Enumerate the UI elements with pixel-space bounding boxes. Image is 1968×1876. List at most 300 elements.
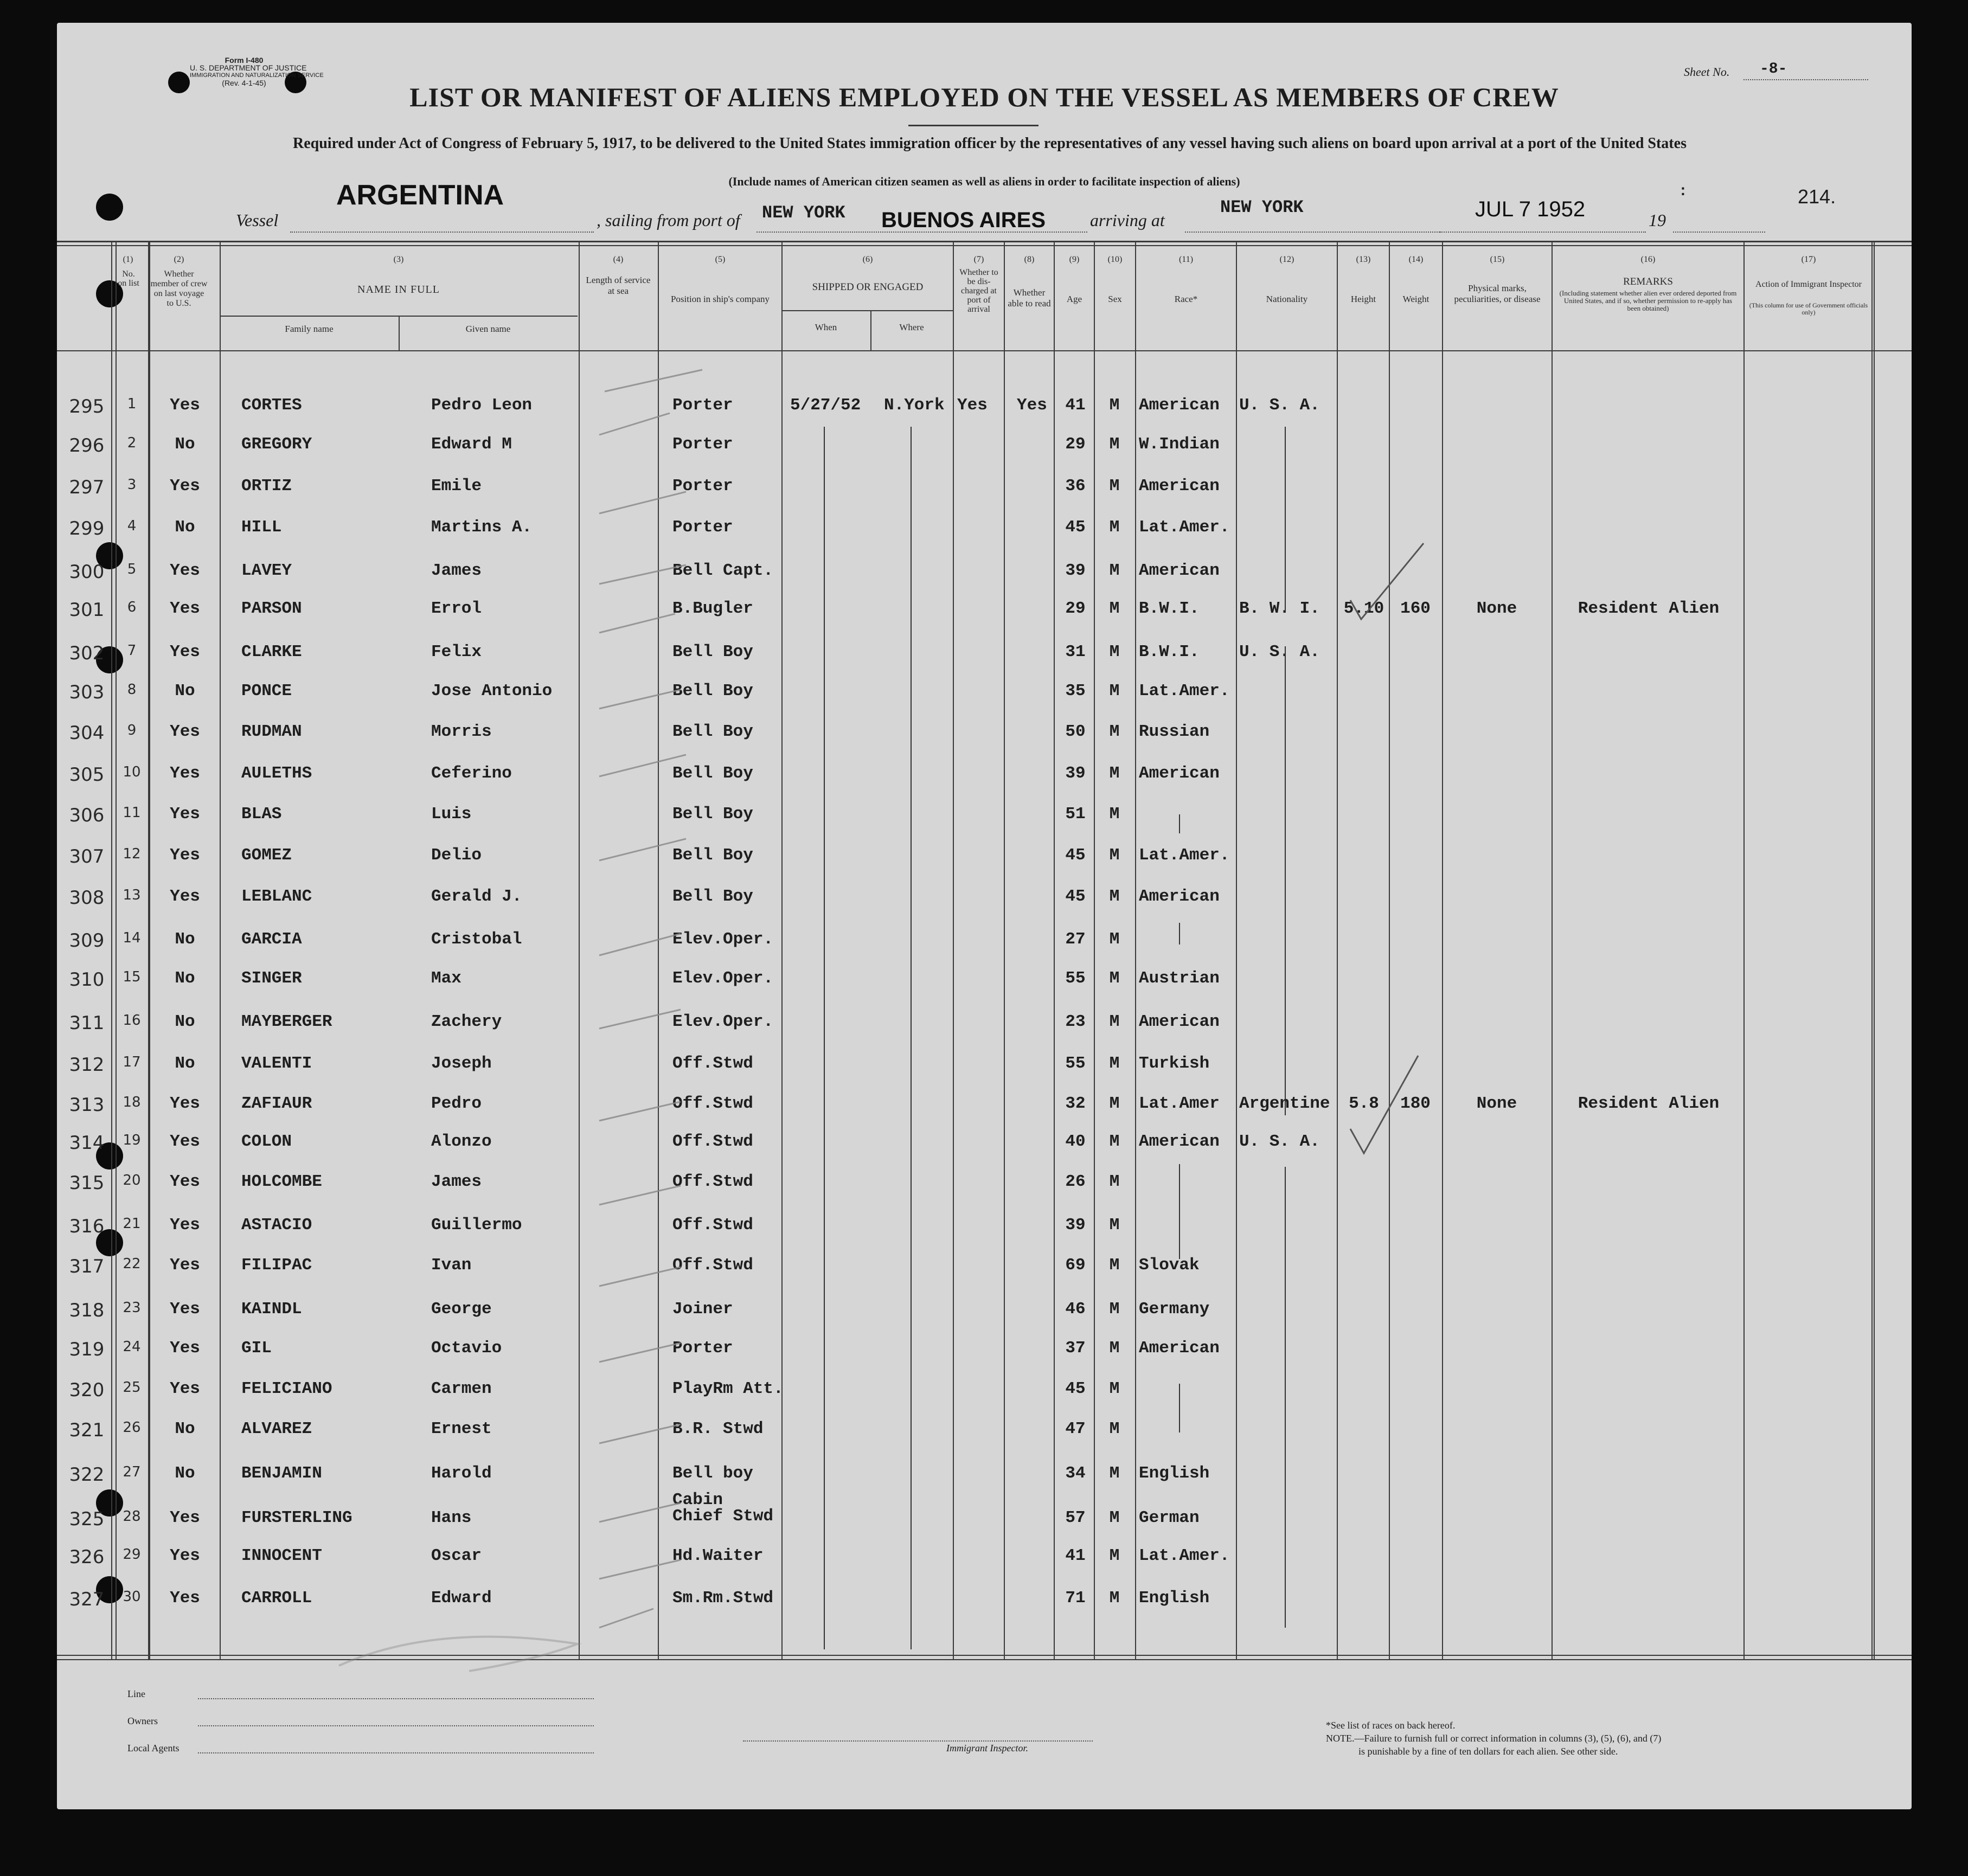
row-given-name: Cristobal (431, 930, 522, 949)
sailing-label: , sailing from port of (597, 210, 740, 230)
row-sex: M (1109, 930, 1120, 949)
row-family-name: CLARKE (241, 643, 302, 661)
sheet-no-label: Sheet No. (1684, 65, 1730, 79)
row-height: 5.10 (1343, 599, 1384, 618)
row-ref: 313 (69, 1094, 105, 1116)
row-sex: M (1109, 682, 1120, 701)
row-family-name: FELICIANO (241, 1379, 332, 1398)
row-sex: M (1109, 1300, 1120, 1319)
row-sex: M (1109, 1216, 1120, 1235)
row-family-name: ASTACIO (241, 1216, 312, 1235)
row-position: Off.Stwd (672, 1132, 753, 1151)
row-sex: M (1109, 1546, 1120, 1565)
row-prev-voyage: Yes (170, 599, 200, 618)
row-age: 45 (1065, 518, 1086, 537)
row-prev-voyage: No (175, 435, 195, 454)
row-age: 45 (1065, 1379, 1086, 1398)
row-ref: 310 (69, 969, 105, 991)
row-given-name: Ivan (431, 1256, 472, 1275)
row-given-name: Pedro Leon (431, 396, 533, 415)
row-sex: M (1109, 846, 1120, 865)
row-prev-voyage: Yes (170, 1256, 200, 1275)
row-age: 29 (1065, 599, 1086, 618)
row-sex: M (1109, 1339, 1120, 1358)
pencil-dash (599, 614, 675, 633)
col-num: (5) (715, 255, 726, 264)
row-prev-voyage: Yes (170, 1339, 200, 1358)
row-no: 3 (127, 477, 137, 493)
row-ref: 320 (69, 1379, 105, 1401)
row-weight: 160 (1400, 599, 1431, 618)
row-given-name: Ceferino (431, 764, 512, 783)
row-sex: M (1109, 396, 1120, 415)
row-family-name: ALVAREZ (241, 1419, 312, 1438)
row-given-name: Harold (431, 1464, 492, 1483)
row-prev-voyage: Yes (170, 1589, 200, 1608)
row-prev-voyage: No (175, 1464, 195, 1483)
page-number: 214. (1798, 185, 1836, 208)
footer-line-rule (198, 1698, 594, 1699)
row-no: 10 (123, 764, 141, 780)
row-given-name: Morris (431, 722, 492, 741)
row-ref: 326 (69, 1546, 105, 1568)
row-no: 30 (123, 1589, 141, 1605)
manifest-sheet (57, 23, 1912, 1809)
row-position: Bell Boy (672, 682, 753, 701)
row-position: Bell Boy (672, 722, 753, 741)
row-sex: M (1109, 1012, 1120, 1031)
row-race: Russian (1139, 722, 1210, 741)
row-race: Turkish (1139, 1054, 1210, 1073)
row-no: 23 (123, 1300, 141, 1316)
row-sex: M (1109, 1379, 1120, 1398)
footer-agents-rule (198, 1752, 594, 1753)
row-ref: 303 (69, 682, 105, 703)
row-sex: M (1109, 1132, 1120, 1151)
row-no: 5 (127, 561, 137, 577)
arriving-label: arriving at (1090, 210, 1165, 230)
row-remarks: Resident Alien (1578, 599, 1720, 618)
row-sex: M (1109, 1172, 1120, 1191)
row-family-name: VALENTI (241, 1054, 312, 1073)
row-ref: 327 (69, 1589, 105, 1610)
row-marks: None (1476, 1094, 1517, 1113)
col-num: (11) (1178, 255, 1194, 264)
form-rev: (Rev. 4-1-45) (222, 79, 266, 87)
col-header-discharged: Whether to be dis-charged at port of arrival (959, 268, 998, 314)
row-age: 34 (1065, 1464, 1086, 1483)
row-ref: 301 (69, 599, 105, 621)
row-no: 7 (127, 643, 137, 659)
row-prev-voyage: No (175, 682, 195, 701)
row-position: Bell Boy (672, 887, 753, 906)
row-given-name: Guillermo (431, 1216, 522, 1235)
row-age: 35 (1065, 682, 1086, 701)
vessel-name: ARGENTINA (336, 179, 504, 211)
row-no: 16 (123, 1012, 141, 1029)
col-header-action: Action of Immigrant Inspector (1755, 280, 1862, 289)
form-subtitle: Required under Act of Congress of February 5, 1917, to be delivered to the United States immigration officer by the representatives of any vessel having such aliens on board upon arrival at a port of the United States (293, 135, 1687, 152)
date-stamp: JUL 7 1952 (1475, 197, 1586, 221)
footer-owners-rule (198, 1725, 594, 1726)
row-nationality: B. W. I. (1239, 599, 1320, 618)
row-no: 27 (123, 1464, 141, 1480)
row-race: English (1139, 1589, 1210, 1608)
row-sex: M (1109, 722, 1120, 741)
row-sex: M (1109, 561, 1120, 580)
row-race: Austrian (1139, 969, 1220, 988)
row-ref: 322 (69, 1464, 105, 1486)
row-given-name: Martins A. (431, 518, 533, 537)
row-position: B.R. Stwd (672, 1419, 764, 1438)
row-no: 6 (127, 599, 137, 615)
row-ref: 314 (69, 1132, 105, 1154)
row-ref: 306 (69, 805, 105, 826)
row-age: 32 (1065, 1094, 1086, 1113)
row-age: 41 (1065, 1546, 1086, 1565)
col-num: (8) (1024, 255, 1035, 264)
footer-note-races: *See list of races on back hereof. (1326, 1720, 1456, 1731)
row-position: Cabin Chief Stwd (672, 1490, 774, 1526)
row-weight: 180 (1400, 1094, 1431, 1113)
row-no: 22 (123, 1256, 141, 1272)
row-remarks: Resident Alien (1578, 1094, 1720, 1113)
row-prev-voyage: Yes (170, 1172, 200, 1191)
row-sex: M (1109, 1508, 1120, 1527)
row-sex: M (1109, 764, 1120, 783)
row-family-name: GREGORY (241, 435, 312, 454)
row-sex: M (1109, 1256, 1120, 1275)
row-age: 39 (1065, 561, 1086, 580)
pencil-dash (599, 565, 686, 584)
row-ref: 321 (69, 1419, 105, 1441)
footer-agents-label: Local Agents (127, 1743, 180, 1753)
pencil-dash (599, 1503, 681, 1522)
row-age: 45 (1065, 846, 1086, 865)
row-age: 55 (1065, 1054, 1086, 1073)
pencil-scribble (339, 1637, 578, 1671)
pencil-dash (599, 839, 686, 860)
row-ref: 325 (69, 1508, 105, 1530)
row-family-name: FURSTERLING (241, 1508, 352, 1527)
row-marks: None (1476, 599, 1517, 618)
row-given-name: Pedro (431, 1094, 482, 1113)
row-ref: 312 (69, 1054, 105, 1076)
pencil-dash (599, 1424, 681, 1443)
row-family-name: GIL (241, 1339, 272, 1358)
row-family-name: PONCE (241, 682, 292, 701)
row-prev-voyage: Yes (170, 396, 200, 415)
row-given-name: Edward (431, 1589, 492, 1608)
col-num: (2) (174, 255, 184, 264)
row-race: W.Indian (1139, 435, 1220, 454)
pencil-marks (57, 23, 1912, 1809)
row-family-name: KAINDL (241, 1300, 302, 1319)
col-num: (3) (393, 255, 404, 264)
row-race: American (1139, 1132, 1220, 1151)
col-header-race: Race* (1174, 294, 1198, 304)
row-age: 50 (1065, 722, 1086, 741)
row-age: 31 (1065, 643, 1086, 661)
col-header-where: Where (899, 322, 924, 332)
row-position: Bell Boy (672, 805, 753, 824)
row-no: 9 (127, 722, 137, 738)
row-ref: 305 (69, 764, 105, 786)
row-given-name: James (431, 561, 482, 580)
pencil-dash (605, 370, 702, 391)
col-header-service: Length of service at sea (586, 275, 651, 296)
row-sex: M (1109, 1464, 1120, 1483)
row-age: 27 (1065, 930, 1086, 949)
col-header-remarks: REMARKS (1623, 276, 1673, 287)
row-given-name: Felix (431, 643, 482, 661)
row-prev-voyage: Yes (170, 643, 200, 661)
row-ref: 316 (69, 1216, 105, 1237)
row-position: Off.Stwd (672, 1216, 753, 1235)
col-header-when: When (815, 322, 837, 332)
col-num: (7) (973, 255, 984, 264)
row-position: Joiner (672, 1300, 733, 1319)
col-header-family: Family name (285, 324, 334, 334)
row-prev-voyage: No (175, 1419, 195, 1438)
row-sex: M (1109, 599, 1120, 618)
row-ref: 304 (69, 722, 105, 744)
row-prev-voyage: Yes (170, 1379, 200, 1398)
col-header-given: Given name (465, 324, 511, 334)
row-age: 71 (1065, 1589, 1086, 1608)
row-ref: 315 (69, 1172, 105, 1194)
row-given-name: Hans (431, 1508, 472, 1527)
row-age: 36 (1065, 477, 1086, 496)
row-no: 28 (123, 1508, 141, 1525)
row-race: Germany (1139, 1300, 1210, 1319)
row-family-name: SINGER (241, 969, 302, 988)
pencil-dash (599, 1609, 653, 1628)
row-race: American (1139, 477, 1220, 496)
row-prev-voyage: Yes (170, 764, 200, 783)
pencil-dash (599, 1343, 681, 1362)
pencil-dash (599, 1267, 681, 1286)
row-family-name: MAYBERGER (241, 1012, 332, 1031)
row-sex: M (1109, 643, 1120, 661)
row-prev-voyage: Yes (170, 1216, 200, 1235)
row-race: German (1139, 1508, 1200, 1527)
row-sex: M (1109, 1094, 1120, 1113)
row-no: 14 (123, 930, 141, 946)
row-age: 57 (1065, 1508, 1086, 1527)
row-given-name: Carmen (431, 1379, 492, 1398)
row-given-name: Emile (431, 477, 482, 496)
row-sex: M (1109, 1054, 1120, 1073)
row-ref: 308 (69, 887, 105, 909)
row-family-name: LEBLANC (241, 887, 312, 906)
row-no: 8 (127, 682, 137, 698)
row-no: 2 (127, 435, 137, 451)
pencil-dash (599, 413, 670, 435)
row-given-name: Errol (431, 599, 482, 618)
row-prev-voyage: No (175, 1012, 195, 1031)
row-given-name: Ernest (431, 1419, 492, 1438)
row-ref: 302 (69, 643, 105, 664)
row-height: 5.8 (1349, 1094, 1379, 1113)
row-family-name: HOLCOMBE (241, 1172, 322, 1191)
footer-line-label: Line (127, 1688, 145, 1699)
row-position: Bell Boy (672, 764, 753, 783)
row-sex: M (1109, 435, 1120, 454)
row-position: Bell boy (672, 1464, 753, 1483)
year-prefix: 19 (1649, 210, 1666, 230)
row-sex: M (1109, 477, 1120, 496)
col-header-sex: Sex (1108, 294, 1122, 304)
row-ref: 311 (69, 1012, 105, 1034)
row-given-name: Max (431, 969, 461, 988)
pencil-dash (599, 934, 681, 955)
col-header-weight: Weight (1402, 294, 1429, 304)
col-num: (16) (1640, 255, 1656, 264)
row-position: Hd.Waiter (672, 1546, 764, 1565)
row-position: Off.Stwd (672, 1172, 753, 1191)
row-race: Lat.Amer. (1139, 518, 1230, 537)
row-position: Porter (672, 435, 733, 454)
row-position: Bell Boy (672, 643, 753, 661)
row-given-name: Jose Antonio (431, 682, 553, 701)
row-family-name: LAVEY (241, 561, 292, 580)
row-no: 15 (123, 969, 141, 985)
inspector-rule (743, 1740, 1093, 1742)
form-dept: U. S. DEPARTMENT OF JUSTICE (190, 63, 307, 72)
col-num: (10) (1107, 255, 1123, 264)
row-ref: 319 (69, 1339, 105, 1360)
row-family-name: AULETHS (241, 764, 312, 783)
check-mark (1350, 1056, 1418, 1153)
row-race: American (1139, 1339, 1220, 1358)
row-prev-voyage: Yes (170, 846, 200, 865)
row-no: 20 (123, 1172, 141, 1188)
row-age: 39 (1065, 764, 1086, 783)
row-race: Lat.Amer. (1139, 1546, 1230, 1565)
row-nationality: U. S. A. (1239, 1132, 1320, 1151)
col-header-nationality: Nationality (1266, 294, 1308, 304)
col-header-remarks-sub: (Including statement whether alien ever ordered deported from United States, and if so, whether permission to re-apply has been obtained) (1559, 289, 1737, 312)
row-given-name: Oscar (431, 1546, 482, 1565)
row-ref: 317 (69, 1256, 105, 1277)
col-header-physical: Physical marks, peculiarities, or disease (1454, 283, 1541, 304)
col-num: (6) (862, 255, 873, 264)
row-race: American (1139, 396, 1220, 415)
row-nationality: Argentine (1239, 1094, 1330, 1113)
arriving-port: NEW YORK (1220, 197, 1304, 217)
row-family-name: BLAS (241, 805, 282, 824)
row-race: American (1139, 1012, 1220, 1031)
row-prev-voyage: Yes (170, 887, 200, 906)
row-race: American (1139, 561, 1220, 580)
form-subtitle-note: (Include names of American citizen seamen as well as aliens in order to facilitate inspection of aliens) (728, 175, 1240, 188)
row-ref: 299 (69, 518, 105, 539)
footer-owners-label: Owners (127, 1716, 158, 1726)
colon-mark: : (1678, 183, 1688, 200)
row-age: 40 (1065, 1132, 1086, 1151)
row-prev-voyage: Yes (170, 1094, 200, 1113)
row-no: 21 (123, 1216, 141, 1232)
row-family-name: ORTIZ (241, 477, 292, 496)
row-family-name: CORTES (241, 396, 302, 415)
row-no: 1 (127, 396, 137, 412)
col-num: (17) (1801, 255, 1816, 264)
sailing-from-typed: NEW YORK (762, 203, 845, 223)
row-prev-voyage: Yes (170, 1546, 200, 1565)
row-family-name: FILIPAC (241, 1256, 312, 1275)
col-header-read: Whether able to read (1008, 287, 1051, 309)
row-position: Elev.Oper. (672, 969, 774, 988)
row-age: 51 (1065, 805, 1086, 824)
row-nationality: U. S. A. (1239, 396, 1320, 415)
form-title: LIST OR MANIFEST OF ALIENS EMPLOYED ON THE VESSEL AS MEMBERS OF CREW (409, 82, 1559, 112)
row-family-name: CARROLL (241, 1589, 312, 1608)
row-prev-voyage: No (175, 969, 195, 988)
row-race: B.W.I. (1139, 643, 1200, 661)
col-header-name: NAME IN FULL (357, 284, 440, 295)
row-family-name: PARSON (241, 599, 302, 618)
row-no: 26 (123, 1419, 141, 1436)
row-age: 47 (1065, 1419, 1086, 1438)
row-prev-voyage: Yes (170, 477, 200, 496)
row-prev-voyage: No (175, 930, 195, 949)
col-header-no: No. on list (118, 269, 139, 288)
row-age: 23 (1065, 1012, 1086, 1031)
row-family-name: COLON (241, 1132, 292, 1151)
row-age: 37 (1065, 1339, 1086, 1358)
check-mark (1350, 543, 1424, 619)
pencil-dash (599, 1186, 681, 1205)
footer-inspector-label: Immigrant Inspector. (946, 1743, 1028, 1753)
sailing-from-stamp: BUENOS AIRES (881, 208, 1046, 232)
row-sex: M (1109, 1589, 1120, 1608)
row-sex: M (1109, 969, 1120, 988)
row-position: Bell Boy (672, 846, 753, 865)
row-read: Yes (1017, 396, 1047, 415)
row-race: Slovak (1139, 1256, 1200, 1275)
row-no: 17 (123, 1054, 141, 1070)
row-age: 69 (1065, 1256, 1086, 1275)
row-age: 45 (1065, 887, 1086, 906)
row-given-name: Zachery (431, 1012, 502, 1031)
row-ref: 309 (69, 930, 105, 952)
pencil-dash (599, 1010, 681, 1029)
col-header-action-sub: (This column for use of Government officials only) (1749, 301, 1868, 316)
row-given-name: Octavio (431, 1339, 502, 1358)
row-family-name: BENJAMIN (241, 1464, 322, 1483)
row-position: Off.Stwd (672, 1054, 753, 1073)
row-no: 19 (123, 1132, 141, 1148)
row-given-name: Alonzo (431, 1132, 492, 1151)
col-header-age: Age (1066, 294, 1082, 304)
row-prev-voyage: Yes (170, 722, 200, 741)
row-prev-voyage: No (175, 1054, 195, 1073)
row-race: Lat.Amer. (1139, 846, 1230, 865)
row-age: 26 (1065, 1172, 1086, 1191)
footer-note-1: NOTE.—Failure to furnish full or correct information in columns (3), (5), (6), and (7) (1326, 1733, 1662, 1744)
row-prev-voyage: No (175, 518, 195, 537)
row-ref: 300 (69, 561, 105, 583)
row-position: Porter (672, 477, 733, 496)
col-num: (9) (1069, 255, 1080, 264)
col-num: (1) (123, 255, 133, 264)
row-no: 25 (123, 1379, 141, 1396)
row-race: B.W.I. (1139, 599, 1200, 618)
row-race: American (1139, 764, 1220, 783)
form-service: IMMIGRATION AND NATURALIZATION SERVICE (190, 72, 324, 79)
row-position: Off.Stwd (672, 1094, 753, 1113)
